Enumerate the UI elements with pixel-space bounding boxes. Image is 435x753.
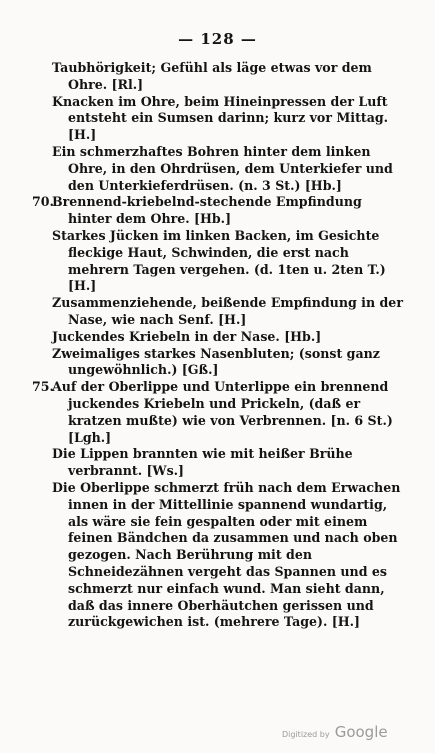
- watermark-prefix: Digitized by: [282, 730, 330, 739]
- entry-text: Die Oberlippe schmerzt früh nach dem Erwachen innen in der Mittellinie spannend wundartig, als wäre sie fein gespalten oder mit einem feinen Bändchen da zusammen und nach oben gezogen. Nach Berührung mit den Schneidezähnen vergeht das Spannen und es schmerzt nur einfach wund. Man sieht dann, daß das innere Oberhäutchen gerissen und zurückgewichen ist. (mehrere Tage). [H.]: [52, 479, 401, 630]
- digitized-watermark: [282, 722, 388, 741]
- entry-number: 75.: [32, 379, 54, 395]
- symptom-entry: [32, 194, 407, 228]
- symptom-entry: [52, 228, 407, 295]
- symptom-entry: [52, 94, 407, 144]
- body-text: [32, 60, 407, 631]
- entry-text: Taubhörigkeit; Gefühl als läge etwas vor dem Ohre. [Rl.]: [52, 60, 372, 92]
- entry-text: Die Lippen brannten wie mit heißer Brühe verbrannt. [Ws.]: [52, 446, 353, 479]
- symptom-entry: [52, 346, 407, 380]
- entry-text: Zusammenziehende, beißende Empfindung in der Nase, wie nach Senf. [H.]: [52, 295, 403, 327]
- symptom-entry: [52, 446, 407, 480]
- symptom-entry: [52, 480, 407, 631]
- entry-text: Zweimaliges starkes Nasenbluten; (sonst ganz ungewöhnlich.) [Gß.]: [52, 345, 380, 378]
- entry-text: Ein schmerzhaftes Bohren hinter dem linken Ohre, in den Ohrdrüsen, dem Unterkiefer und den Unterkieferdrüsen. (n. 3 St.) [Hb.]: [52, 143, 393, 193]
- entry-text: Starkes Jücken im linken Backen, im Gesichte fleckige Haut, Schwinden, die erst nach mehrern Tagen vergehen. (d. 1ten u. 2ten T.) [H.]: [52, 227, 386, 294]
- symptom-entry: [52, 60, 407, 94]
- symptom-entry: [52, 329, 407, 346]
- symptom-entry: [32, 379, 407, 446]
- entry-text: Brennend-kriebelnd-stechende Empfindung hinter dem Ohre. [Hb.]: [52, 194, 362, 227]
- page-number: — 128 —: [178, 30, 257, 48]
- symptom-entry: [52, 144, 407, 194]
- entry-text: Knacken im Ohre, beim Hineinpressen der Luft entsteht ein Sumsen darinn; kurz vor Mittag. [H.]: [52, 93, 389, 143]
- symptom-entry: [52, 295, 407, 329]
- entry-text: Juckendes Kriebeln in der Nase. [Hb.]: [52, 328, 322, 344]
- entry-text: Auf der Oberlippe und Unterlippe ein brennend juckendes Kriebeln und Prickeln, (daß er kratzen mußte) wie von Verbrennen. [n. 6 St.) [Lgh.]: [52, 379, 393, 445]
- watermark-brand: Google: [334, 723, 388, 741]
- entry-number: 70.: [32, 194, 54, 210]
